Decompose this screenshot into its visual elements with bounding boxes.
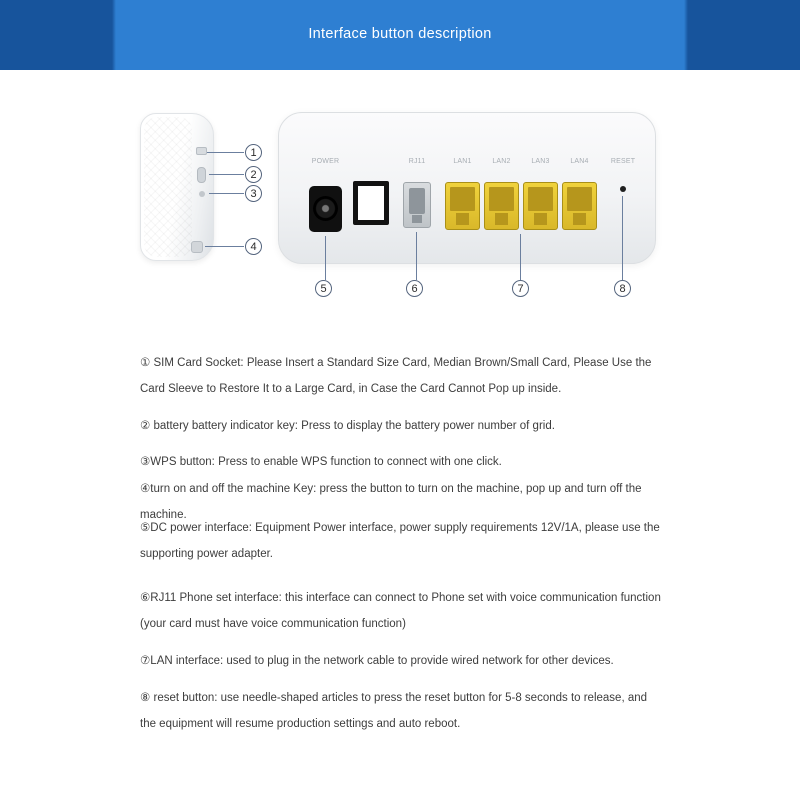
callout-circle-3 — [245, 185, 262, 202]
description-reset: ⑧ reset button: use needle-shaped articles to press the reset button for 5-8 seconds to release, and the equipment will resume production settings and auto reboot. — [140, 692, 648, 730]
lan-port-3-opening — [528, 187, 553, 211]
callout-line-7 — [520, 234, 521, 280]
callout-line-2 — [209, 174, 244, 175]
lan2-port-label: LAN2 — [492, 158, 511, 165]
description-battery-key: ② battery battery indicator key: Press to display the battery power number of grid. — [140, 420, 555, 432]
callout-circle-4 — [245, 238, 262, 255]
description-dc-power: ⑤DC power interface: Equipment Power interface, power supply requirements 12V/1A, please use the supporting power adapter. — [140, 522, 660, 560]
lan4-port-label: LAN4 — [570, 158, 589, 165]
dc-power-port — [309, 186, 342, 232]
description-power-key: ④turn on and off the machine Key: press the button to turn on the machine, pop up and turn off the machine. — [140, 483, 642, 521]
sim-card-slot — [196, 147, 207, 155]
callout-line-6 — [416, 232, 417, 280]
lan-port-1 — [445, 182, 480, 230]
wps-button — [199, 191, 205, 197]
lan-port-3 — [523, 182, 558, 230]
description-sim-card: ① SIM Card Socket: Please Insert a Standard Size Card, Median Brown/Small Card, Please Use the Card Sleeve to Restore It to a Large Card, in Case the Card Cannot Pop up inside. — [140, 357, 652, 395]
device-side-view-image — [140, 113, 214, 261]
reset-pinhole — [620, 186, 626, 192]
lan-port-2-notch — [495, 213, 508, 225]
callout-number-5: 5 — [320, 282, 327, 295]
reset-label: RESET — [610, 158, 636, 165]
description-wps-button: ③WPS button: Press to enable WPS function to connect with one click. — [140, 456, 502, 468]
battery-indicator-key — [197, 167, 206, 183]
callout-number-7: 7 — [517, 282, 524, 295]
rj11-port-tab — [412, 215, 422, 223]
lan3-port-label: LAN3 — [531, 158, 550, 165]
square-cutout — [353, 181, 389, 225]
callout-circle-5 — [315, 280, 332, 297]
callout-number-8: 8 — [619, 282, 626, 295]
callout-number-6: 6 — [411, 282, 418, 295]
callout-line-3 — [209, 193, 244, 194]
callout-circle-2 — [245, 166, 262, 183]
lan-port-2-opening — [489, 187, 514, 211]
lan-port-3-notch — [534, 213, 547, 225]
lan-port-4-opening — [567, 187, 592, 211]
callout-line-5 — [325, 236, 326, 280]
callout-line-4 — [205, 246, 244, 247]
callout-number-4: 4 — [250, 240, 257, 253]
lan-port-4-notch — [573, 213, 586, 225]
callout-circle-1 — [245, 144, 262, 161]
page-title: Interface button description — [308, 26, 492, 42]
dc-power-pin — [313, 196, 338, 221]
callout-number-3: 3 — [250, 187, 257, 200]
rj11-port-label: RJ11 — [408, 158, 426, 165]
rj11-port-opening — [409, 188, 425, 214]
lan-port-2 — [484, 182, 519, 230]
callout-line-8 — [622, 196, 623, 280]
description-lan: ⑦LAN interface: used to plug in the network cable to provide wired network for other devices. — [140, 655, 614, 667]
header-bar — [0, 0, 800, 70]
power-button — [191, 241, 203, 253]
callout-number-1: 1 — [250, 146, 257, 159]
callout-circle-8 — [614, 280, 631, 297]
callout-circle-7 — [512, 280, 529, 297]
callout-line-1 — [207, 152, 244, 153]
lan1-port-label: LAN1 — [453, 158, 472, 165]
power-port-label: POWER — [311, 158, 340, 165]
description-rj11: ⑥RJ11 Phone set interface: this interface can connect to Phone set with voice communication function (your card must have voice communication function) — [140, 592, 661, 630]
rj11-port — [403, 182, 431, 228]
lan-port-1-opening — [450, 187, 475, 211]
lan-port-4 — [562, 182, 597, 230]
lan-port-1-notch — [456, 213, 469, 225]
callout-number-2: 2 — [250, 168, 257, 181]
callout-circle-6 — [406, 280, 423, 297]
device-front-texture — [144, 117, 192, 257]
